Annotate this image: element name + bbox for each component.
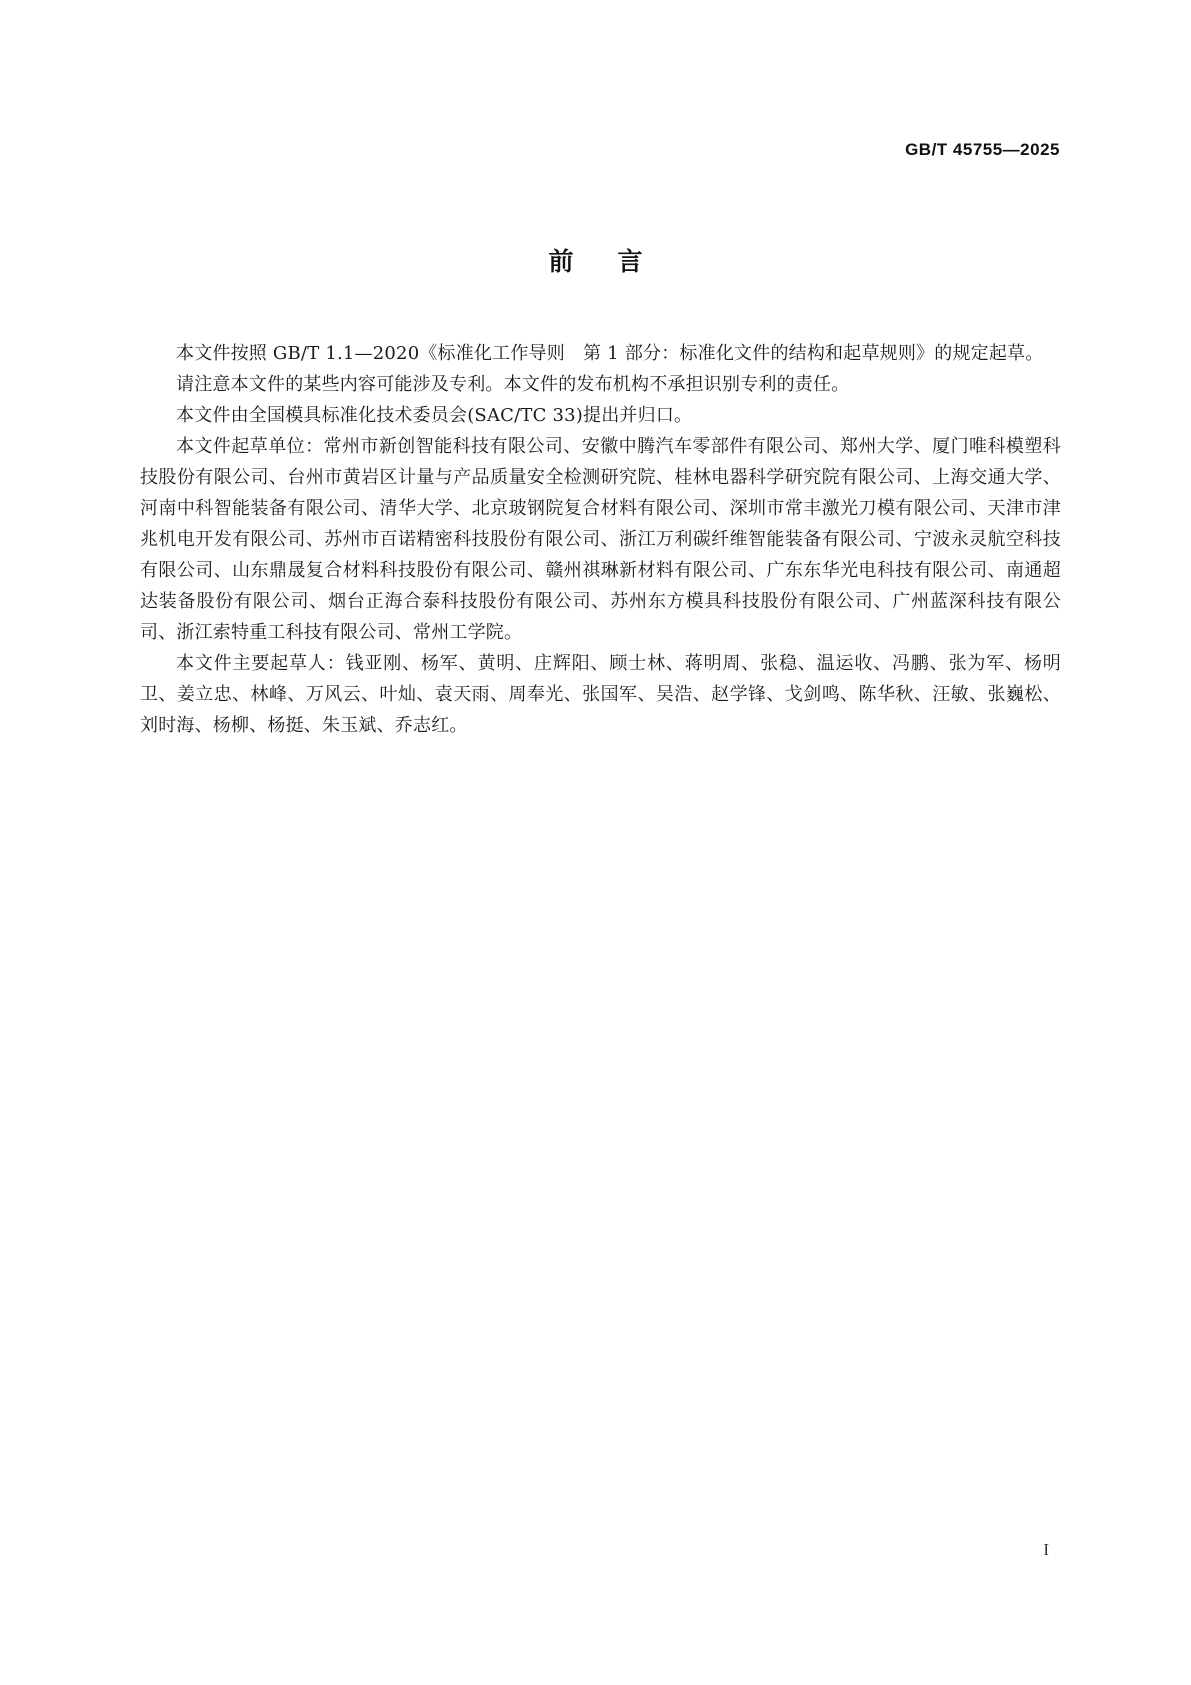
page-title: 前言 (548, 247, 687, 276)
paragraph-committee: 本文件由全国模具标准化技术委员会(SAC/TC 33)提出并归口。 (176, 405, 693, 426)
paragraph-drafters: 本文件主要起草人：钱亚刚、杨军、黄明、庄辉阳、顾士林、蒋明周、张稳、温运收、冯鹏、张为军、杨明卫、姜立忠、林峰、万风云、叶灿、袁天雨、周奉光、张国军、吴浩、赵学锋、戈剑鸣、陈华秋、汪敏、张巍松、刘时海、杨柳、杨挺、朱玉斌、乔志红。 (140, 653, 1061, 736)
document-code: GB/T 45755—2025 (905, 140, 1060, 159)
page-number: I (1043, 1540, 1049, 1559)
paragraph-drafting-rules: 本文件按照 GB/T 1.1—2020《标准化工作导则 第 1 部分：标准化文件的结构和起草规则》的规定起草。 (176, 343, 1044, 364)
preface-body (140, 338, 1061, 741)
paragraph-drafting-units: 本文件起草单位：常州市新创智能科技有限公司、安徽中腾汽车零部件有限公司、郑州大学、厦门唯科模塑科技股份有限公司、台州市黄岩区计量与产品质量安全检测研究院、桂林电器科学研究院有限公司、上海交通大学、河南中科智能装备有限公司、清华大学、北京玻钢院复合材料有限公司、深圳市常丰激光刀模有限公司、天津市津兆机电开发有限公司、苏州市百诺精密科技股份有限公司、浙江万利碳纤维智能装备有限公司、宁波永灵航空科技有限公司、山东鼎晟复合材料科技股份有限公司、赣州祺琳新材料有限公司、广东东华光电科技有限公司、南通超达装备股份有限公司、烟台正海合泰科技股份有限公司、苏州东方模具科技股份有限公司、广州蓝深科技有限公司、浙江索特重工科技有限公司、常州工学院。 (140, 436, 1061, 643)
paragraph-patent-notice: 请注意本文件的某些内容可能涉及专利。本文件的发布机构不承担识别专利的责任。 (176, 374, 850, 395)
